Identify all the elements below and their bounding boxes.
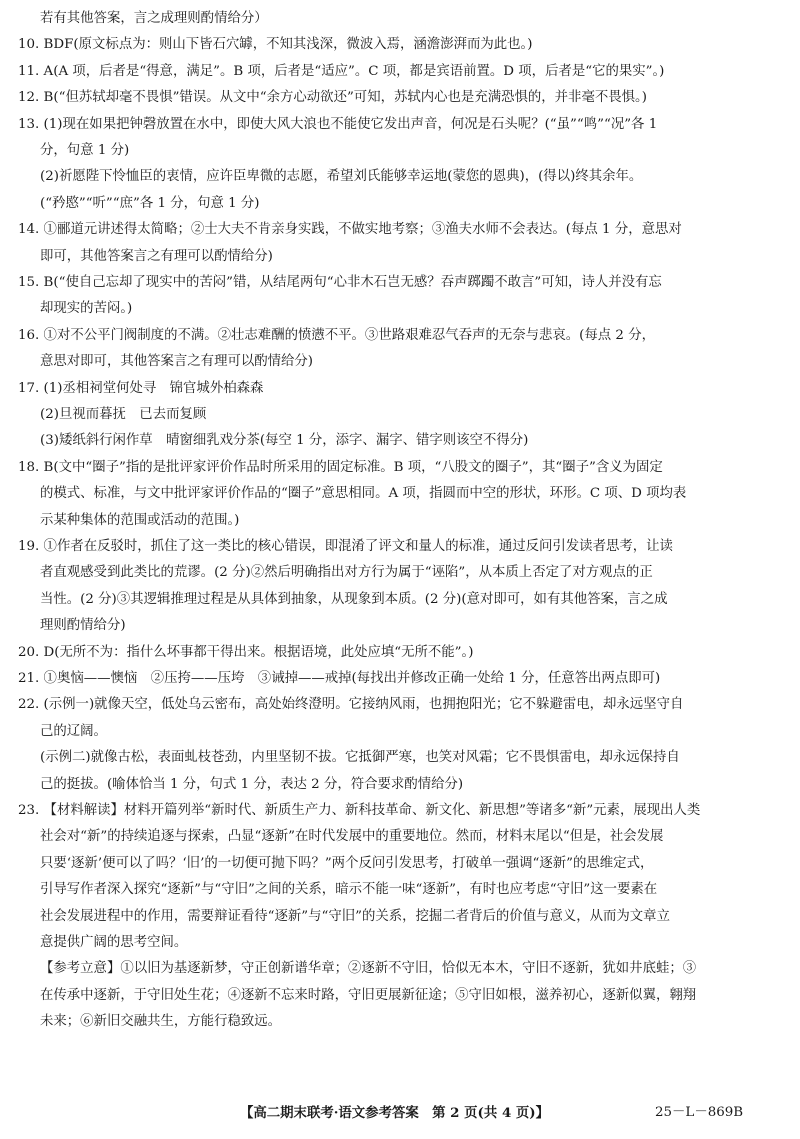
answer-line: 分，句意 1 分) (40, 143, 130, 158)
answer-line: 11. A(A 项，后者是“得意，满足”。B 项，后者是“适应”。C 项，都是宾语前置。D 项，后者是“它的果实”。) (18, 63, 665, 79)
answer-line: (示例二)就像古松，表面虬枝苍劲，内里坚韧不拔。它抵御严寒，也笑对风霜；它不畏惧雷电，却永远保持自 (40, 750, 680, 766)
answer-line: 未来；⑥新旧交融共生，方能行稳致远。 (40, 1014, 282, 1030)
answer-line: 理则酌情给分) (40, 618, 126, 634)
answer-line: 却现实的苦闷。) (40, 301, 133, 317)
answer-line: 16. ①对不公平门阀制度的不满。②壮志难酬的愤懑不平。③世路艰难忍气吞声的无奈与悲哀。(每点 2 分， (18, 327, 655, 343)
answer-line: 23. 【材料解读】材料开篇列举“新时代、新质生产力、新科技革命、新文化、新思想”等诸多“新”元素，展现出人类 (18, 803, 701, 818)
answer-line: 的模式、标准，与文中批评家评价作品的“圈子”意思相同。A 项，指圆而中空的形状，环形。C 项、D 项均表 (40, 486, 687, 502)
answer-line: 引导写作者深入探究“逐新”与“守旧”之间的关系，暗示不能一味“逐新”，有时也应考虑“守旧”这一要素在 (40, 882, 658, 898)
footer-code: 25－L－869B (655, 1105, 744, 1120)
answer-line: 意思对即可，其他答案言之有理可以酌情给分) (40, 354, 314, 370)
answer-line: 14. ①郦道元讲述得太简略；②士大夫不肯亲身实践，不做实地考察；③渔夫水师不会表达。(每点 1 分，意思对 (18, 222, 682, 238)
answer-line: 当性。(2 分)③其逻辑推理过程是从具体到抽象，从现象到本质。(2 分)(意对即可，如有其他答案，言之成 (40, 591, 668, 607)
answer-line: (2)旦视而暮抚 已去而复顾 (40, 407, 207, 422)
answer-line: 18. B(文中“圈子”指的是批评家评价作品时所采用的固定标准。B 项，“八股文的圈子”，其“圈子”含义为固定 (18, 459, 663, 475)
answer-line: (“矜愍”“听”“庶”各 1 分，句意 1 分) (40, 195, 260, 211)
answer-line: 社会对“新”的持续追逐与探索，凸显“逐新”在时代发展中的重要地位。然而，材料末尾以“但是，社会发展 (40, 829, 664, 845)
answer-line: 13. (1)现在如果把钟磬放置在水中，即使大风大浪也不能使它发出声音，何况是石头呢？(“虽”“鸣”“况”各 1 (18, 116, 658, 132)
answer-line: (2)祈愿陛下怜恤臣的衷情，应许臣卑微的志愿，希望刘氏能够幸运地(蒙您的恩典)，(得以)终其余年。 (40, 169, 643, 185)
answer-line: 19. ①作者在反驳时，抓住了这一类比的核心错误，即混淆了评文和量人的标准，通过反问引发读者思考，让读 (18, 539, 673, 554)
answer-line: 己的挺拔。(喻体恰当 1 分，句式 1 分，表达 2 分，符合要求酌情给分) (40, 776, 464, 792)
answer-line: 22. (示例一)就像天空，低处乌云密布，高处始终澄明。它接纳风雨，也拥抱阳光；它不躲避雷电，却永远坚守自 (18, 697, 684, 713)
answer-line: (3)矮纸斜行闲作草 晴窗细乳戏分茶(每空 1 分，添字、漏字、错字则该空不得分) (40, 433, 529, 449)
footer-title: 【高二期末联考·语文参考答案 第 2 页(共 4 页)】 (240, 1105, 550, 1121)
answer-line: 示某种集体的范围或活动的范围。) (40, 512, 240, 528)
answer-line: 者直观感受到此类比的荒谬。(2 分)②然后明确指出对方行为属于“诬陷”，从本质上否定了对方观点的正 (40, 565, 653, 581)
answer-line: 21. ①奥恼——懊恼 ②压挎——压垮 ③诫掉——戒掉(每找出并修改正确一处给 1 分，任意答出两点即可) (18, 671, 661, 686)
answer-line: 【参考立意】①以旧为基逐新梦，守正创新谱华章；②逐新不守旧，恰似无本木，守旧不逐新，犹如井底蛙；③ (40, 961, 697, 977)
answer-line: 只要‘逐新’便可以了吗？‘旧’的一切便可抛下吗？”两个反问引发思考，打破单一强调“逐新”的思维定式， (40, 855, 654, 871)
answer-line: 在传承中逐新，于守旧处生花；④逐新不忘来时路，守旧更展新征途；⑤守旧如根，滋养初心，逐新似翼，翱翔 (40, 987, 697, 1003)
answer-line: 17. (1)丞相祠堂何处寻 锦官城外柏森森 (18, 380, 264, 396)
answer-line: 社会发展进程中的作用，需要辩证看待“逐新”与“守旧”的关系，挖掘二者背后的价值与意义，从而为文章立 (40, 908, 670, 924)
answer-line: 己的辽阔。 (40, 723, 107, 739)
answer-line: 意提供广阔的思考空间。 (40, 935, 188, 950)
answer-line: 若有其他答案，言之成理则酌情给分） (40, 11, 268, 26)
page-footer (0, 1100, 800, 1126)
answer-line: 10. BDF(原文标点为：则山下皆石穴罅，不知其浅深，微波入焉，涵澹澎湃而为此也。) (18, 37, 533, 53)
answer-line: 20. D(无所不为：指什么坏事都干得出来。根据语境，此处应填“无所不能”。) (18, 644, 474, 660)
answer-line: 12. B(“但苏轼却毫不畏惧”错误。从文中“余方心动欲还”可知，苏轼内心也是充满恐惧的，并非毫不畏惧。) (18, 90, 647, 106)
answer-line: 即可，其他答案言之有理可以酌情给分) (40, 248, 273, 264)
answer-line: 15. B(“使自己忘却了现实中的苦闷”错，从结尾两句“心非木石岂无感？吞声踯躅不敢言”可知，诗人并没有忘 (18, 275, 662, 290)
